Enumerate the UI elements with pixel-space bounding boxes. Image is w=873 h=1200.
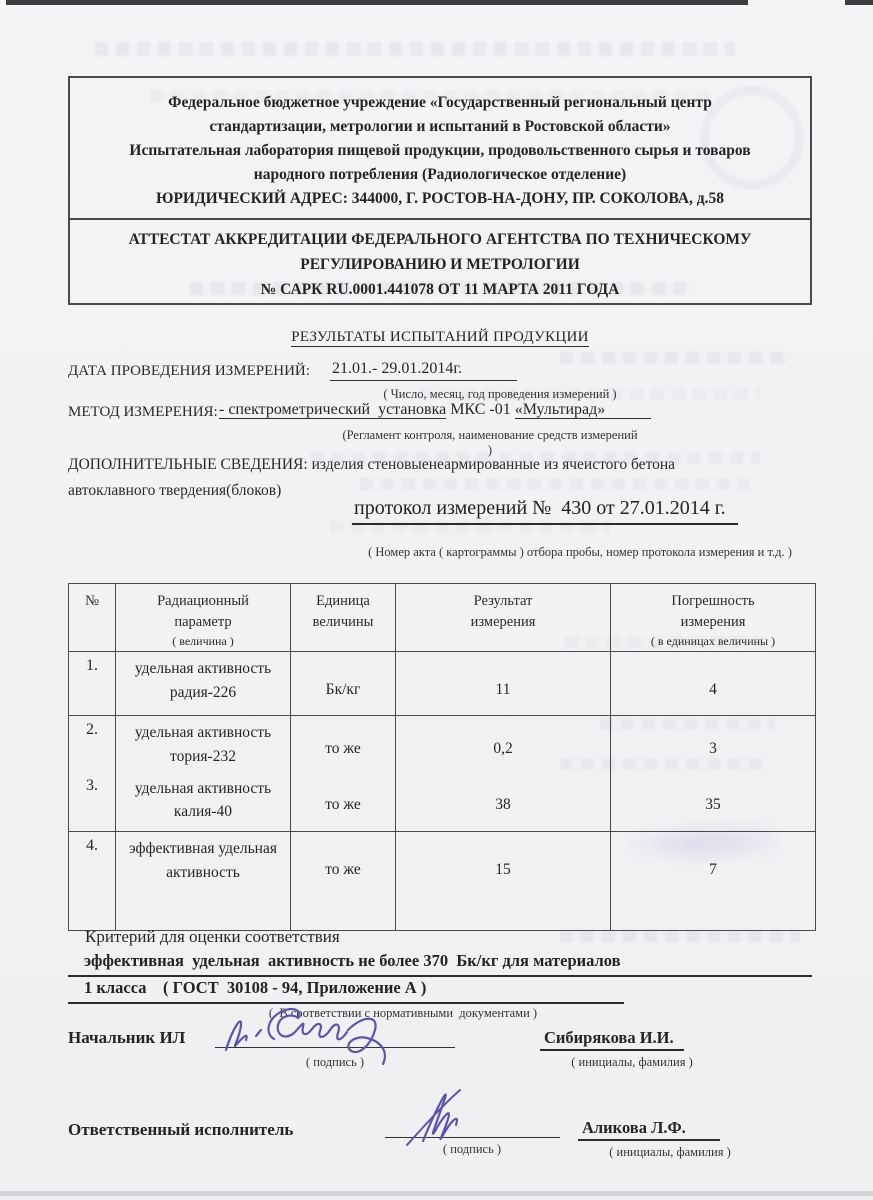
signatory-role-head: Начальник ИЛ <box>68 1028 186 1047</box>
org-line: Испытательная лаборатория пищевой продукции, продовольственного сырья и товаров <box>129 142 751 160</box>
row-number: 2. <box>69 716 116 772</box>
measurement-date-label: ДАТА ПРОВЕДЕНИЯ ИЗМЕРЕНИЙ: <box>68 363 310 379</box>
row-number: 4. <box>69 832 116 931</box>
accreditation-number: № САРК RU.0001.441078 ОТ 11 МАРТА 2011 ГОДА <box>260 280 620 298</box>
signature-caption: ( подпись ) <box>442 1142 502 1156</box>
scan-edge-bottom <box>0 1191 873 1196</box>
col-header-line: Погрешность <box>671 593 755 609</box>
additional-info: ДОПОЛНИТЕЛЬНЫЕ СВЕДЕНИЯ: изделия стеновыенеармированные из ячеистого бетона автоклавного твердения(блоков) <box>68 456 676 500</box>
accreditation-line: АТТЕСТАТ АККРЕДИТАЦИИ ФЕДЕРАЛЬНОГО АГЕНТСТВА ПО ТЕХНИЧЕСКОМУ <box>128 231 752 248</box>
bleed-through-artifact <box>560 352 790 364</box>
criteria-label: Критерий для оценки соответствия <box>85 927 340 946</box>
signature-caption: ( подпись ) <box>305 1055 365 1069</box>
row-unit: то же <box>291 716 396 772</box>
org-line: народного потребления (Радиологическое отделение) <box>253 166 627 184</box>
criteria-line-1: эффективная удельная активность не более 370 Бк/кг для материалов <box>68 951 812 977</box>
row-parameter: удельная активность калия-40 <box>116 772 291 832</box>
document-title-text: РЕЗУЛЬТАТЫ ИСПЫТАНИЙ ПРОДУКЦИИ <box>291 329 589 345</box>
org-line: Федеральное бюджетное учреждение «Государственный региональный центр <box>168 94 712 111</box>
method-value <box>219 401 651 419</box>
row-parameter: эффективная удельная активность <box>116 832 291 931</box>
row-number: 1. <box>69 652 116 716</box>
scan-edge-top <box>6 0 748 5</box>
table-row <box>69 772 816 832</box>
letterhead-box <box>68 76 812 305</box>
row-parameter: удельная активность радия-226 <box>116 652 291 716</box>
bleed-through-artifact <box>560 930 800 942</box>
row-unit: то же <box>291 832 396 931</box>
table-header-row <box>69 584 816 652</box>
letterhead-divider <box>70 218 810 220</box>
col-header-parameter <box>116 584 291 652</box>
method-value-part3: «Мультирад» <box>514 401 606 418</box>
protocol-number: протокол измерений № 430 от 27.01.2014 г. <box>352 497 738 525</box>
signatory-name-head: Сибирякова И.И. <box>540 1028 684 1051</box>
method-value-part2: МКС -01 <box>446 401 515 418</box>
row-result: 15 <box>396 832 611 931</box>
row-error: 35 <box>611 772 816 832</box>
org-line: стандартизации, метрологии и испытаний в Ростовской области» <box>209 118 671 136</box>
document-title <box>68 329 812 346</box>
measurement-date-value: 21.01.- 29.01.2014г. <box>330 360 517 381</box>
col-header-line: Радиационный <box>157 593 249 609</box>
col-header-number: № <box>69 584 116 652</box>
bleed-through-artifact <box>95 42 735 56</box>
row-result: 0,2 <box>396 716 611 772</box>
col-header-result <box>396 584 611 652</box>
col-header-line: Результат <box>473 593 533 609</box>
accreditation-line: РЕГУЛИРОВАНИЮ И МЕТРОЛОГИИ <box>300 255 580 273</box>
col-header-line: параметр <box>174 614 232 631</box>
method-label: МЕТОД ИЗМЕРЕНИЯ: <box>68 404 218 420</box>
row-error: 4 <box>611 652 816 716</box>
row-unit: Бк/кг <box>291 652 396 716</box>
name-caption: ( инициалы, фамилия ) <box>571 1055 693 1069</box>
measurement-date-caption: ( Число, месяц, год проведения измерений ) <box>383 387 617 401</box>
criteria-line-2: 1 класса ( ГОСТ 30108 - 94, Приложение А ) <box>68 978 624 1004</box>
row-parameter: удельная активность тория-232 <box>116 716 291 772</box>
row-unit: то же <box>291 772 396 832</box>
organization-name <box>78 91 802 211</box>
col-header-line: ( в единицах величины ) <box>650 634 776 649</box>
row-number: 3. <box>69 772 116 832</box>
row-error: 3 <box>611 716 816 772</box>
name-caption: ( инициалы, фамилия ) <box>609 1145 731 1159</box>
row-result: 38 <box>396 772 611 832</box>
method-value-blank <box>605 401 651 419</box>
col-header-line: величины <box>312 614 374 631</box>
col-header-error <box>611 584 816 652</box>
col-header-line: ( величина ) <box>172 634 234 649</box>
row-result: 11 <box>396 652 611 716</box>
criteria-caption: ( В соответствии с нормативными документами ) <box>268 1006 538 1020</box>
method-value-part1: - спектрометрический установка <box>219 401 447 418</box>
protocol-caption: ( Номер акта ( картограммы ) отбора пробы, номер протокола измерения и т.д. ) <box>368 545 792 559</box>
col-header-line: измерения <box>470 614 536 631</box>
accreditation-certificate <box>78 228 802 302</box>
org-address: ЮРИДИЧЕСКИЙ АДРЕС: 344000, Г. РОСТОВ-НА-ДОНУ, ПР. СОКОЛОВА, д.58 <box>156 190 724 208</box>
signatory-role-executor: Ответственный исполнитель <box>68 1120 294 1139</box>
col-header-line: измерения <box>680 614 746 631</box>
col-header-unit <box>291 584 396 652</box>
table-row <box>69 652 816 716</box>
table-row <box>69 832 816 931</box>
results-table <box>68 583 816 931</box>
row-error: 7 <box>611 832 816 931</box>
method-caption: (Регламент контроля, наименование средств измерений ) <box>342 428 638 457</box>
col-header-line: Единица <box>316 593 370 609</box>
signatory-name-executor: Аликова Л.Ф. <box>578 1118 720 1141</box>
scan-edge-top-right <box>845 0 873 5</box>
table-row <box>69 716 816 772</box>
